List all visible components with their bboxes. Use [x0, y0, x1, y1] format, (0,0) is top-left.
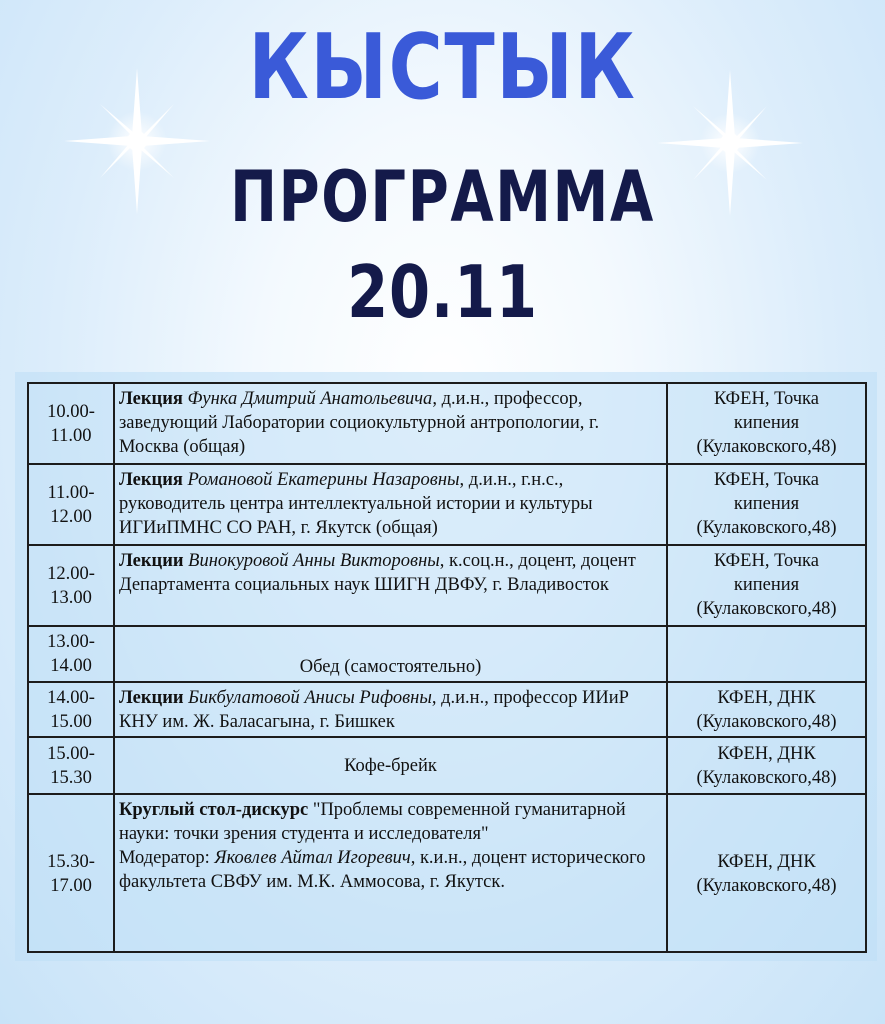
- location-line: КФЕН, Точка: [714, 551, 819, 571]
- speaker-details: , д.и.н., профессор ИИиР КНУ им. Ж. Баласагына, г. Бишкек: [119, 688, 629, 732]
- event-kind: Лекция: [119, 470, 188, 490]
- event-cell: [114, 383, 667, 464]
- speaker-details: , д.и.н., профессор, заведующий Лаборатории социокультурной антропологии, г. Москва (общая): [119, 389, 600, 457]
- location-line: КФЕН, Точка: [714, 389, 819, 409]
- speaker-details: , д.и.н., г.н.с., руководитель центра интеллектуальной истории и культуры ИГИиПМНС СО РАН, г. Якутск (общая): [119, 470, 593, 538]
- event-text: Кофе-брейк: [344, 756, 437, 776]
- time-start: 12.00-: [47, 564, 95, 584]
- time-start: 14.00-: [47, 688, 95, 708]
- schedule-row: [28, 682, 866, 737]
- time-cell: [28, 737, 114, 794]
- moderator-label: Модератор:: [119, 848, 215, 868]
- time-start: 15.30-: [47, 851, 95, 872]
- time-end: 15.00: [50, 712, 92, 732]
- location-cell: [667, 794, 866, 952]
- time-cell: [28, 794, 114, 952]
- program-header: [0, 0, 885, 360]
- location-line: кипения: [733, 494, 800, 514]
- speaker-name: Винокуровой Анны Викторовны: [188, 551, 440, 571]
- time-start: 10.00-: [47, 402, 95, 422]
- schedule-row: [28, 737, 866, 794]
- speaker-name: Бикбулатовой Анисы Рифовны: [188, 688, 432, 708]
- event-cell: [114, 545, 667, 626]
- event-text: Обед (самостоятельно): [299, 657, 482, 677]
- schedule-row: [28, 545, 866, 626]
- event-kind: Лекция: [119, 389, 188, 409]
- event-cell: [114, 737, 667, 794]
- event-kind: Лекции: [119, 551, 189, 571]
- page-subtitle: ПРОГРАММА: [230, 156, 655, 238]
- time-cell: [28, 383, 114, 464]
- event-kind: Лекции: [119, 688, 189, 708]
- location-line: (Кулаковского,48): [696, 437, 837, 457]
- location-line: (Кулаковского,48): [696, 875, 837, 896]
- location-cell: [667, 682, 866, 737]
- schedule-row: [28, 626, 866, 682]
- location-cell: [667, 737, 866, 794]
- event-cell: [114, 464, 667, 545]
- location-line: КФЕН, ДНК: [717, 851, 816, 872]
- time-end: 14.00: [50, 656, 92, 676]
- location-line: кипения: [733, 413, 800, 433]
- schedule-row: [28, 794, 866, 952]
- time-start: 15.00-: [47, 744, 95, 764]
- location-cell: [667, 383, 866, 464]
- time-end: 12.00: [50, 507, 92, 527]
- page-title: КЫСТЫК: [248, 15, 637, 120]
- speaker-name: Функа Дмитрий Анатольевича: [187, 389, 433, 409]
- event-cell: [114, 794, 667, 952]
- location-cell: [667, 626, 866, 682]
- location-line: КФЕН, ДНК: [717, 688, 816, 708]
- location-line: (Кулаковского,48): [696, 599, 837, 619]
- program-date: 20.11: [347, 250, 538, 334]
- event-cell: [114, 626, 667, 682]
- time-start: 11.00-: [47, 483, 95, 503]
- time-start: 13.00-: [47, 632, 95, 652]
- time-end: 15.30: [50, 768, 92, 788]
- location-line: КФЕН, Точка: [714, 470, 819, 490]
- time-cell: [28, 626, 114, 682]
- location-cell: [667, 545, 866, 626]
- speaker-name: Романовой Екатерины Назаровны: [187, 470, 460, 490]
- schedule-row: [28, 383, 866, 464]
- schedule-table: [27, 382, 867, 953]
- time-cell: [28, 545, 114, 626]
- time-end: 11.00: [50, 426, 92, 446]
- moderator-line: [119, 846, 662, 894]
- speaker-details: , к.соц.н., доцент, доцент Департамента социальных наук ШИГН ДВФУ, г. Владивосток: [119, 551, 636, 595]
- time-cell: [28, 682, 114, 737]
- event-kind: Круглый стол-дискурс: [119, 800, 309, 820]
- moderator-details: , к.и.н., доцент исторического факультета СВФУ им. М.К. Аммосова, г. Якутск.: [119, 848, 646, 892]
- moderator-name: Яковлев Айтал Игоревич: [214, 848, 411, 868]
- location-line: (Кулаковского,48): [696, 768, 837, 788]
- event-details: "Проблемы современной гуманитарной науки: точки зрения студента и исследователя": [119, 800, 626, 844]
- location-line: КФЕН, ДНК: [717, 744, 816, 764]
- location-line: кипения: [733, 575, 800, 595]
- time-end: 17.00: [50, 875, 92, 896]
- location-line: (Кулаковского,48): [696, 518, 837, 538]
- location-cell: [667, 464, 866, 545]
- location-line: (Кулаковского,48): [696, 712, 837, 732]
- event-cell: [114, 682, 667, 737]
- time-cell: [28, 464, 114, 545]
- schedule-row: [28, 464, 866, 545]
- time-end: 13.00: [50, 588, 92, 608]
